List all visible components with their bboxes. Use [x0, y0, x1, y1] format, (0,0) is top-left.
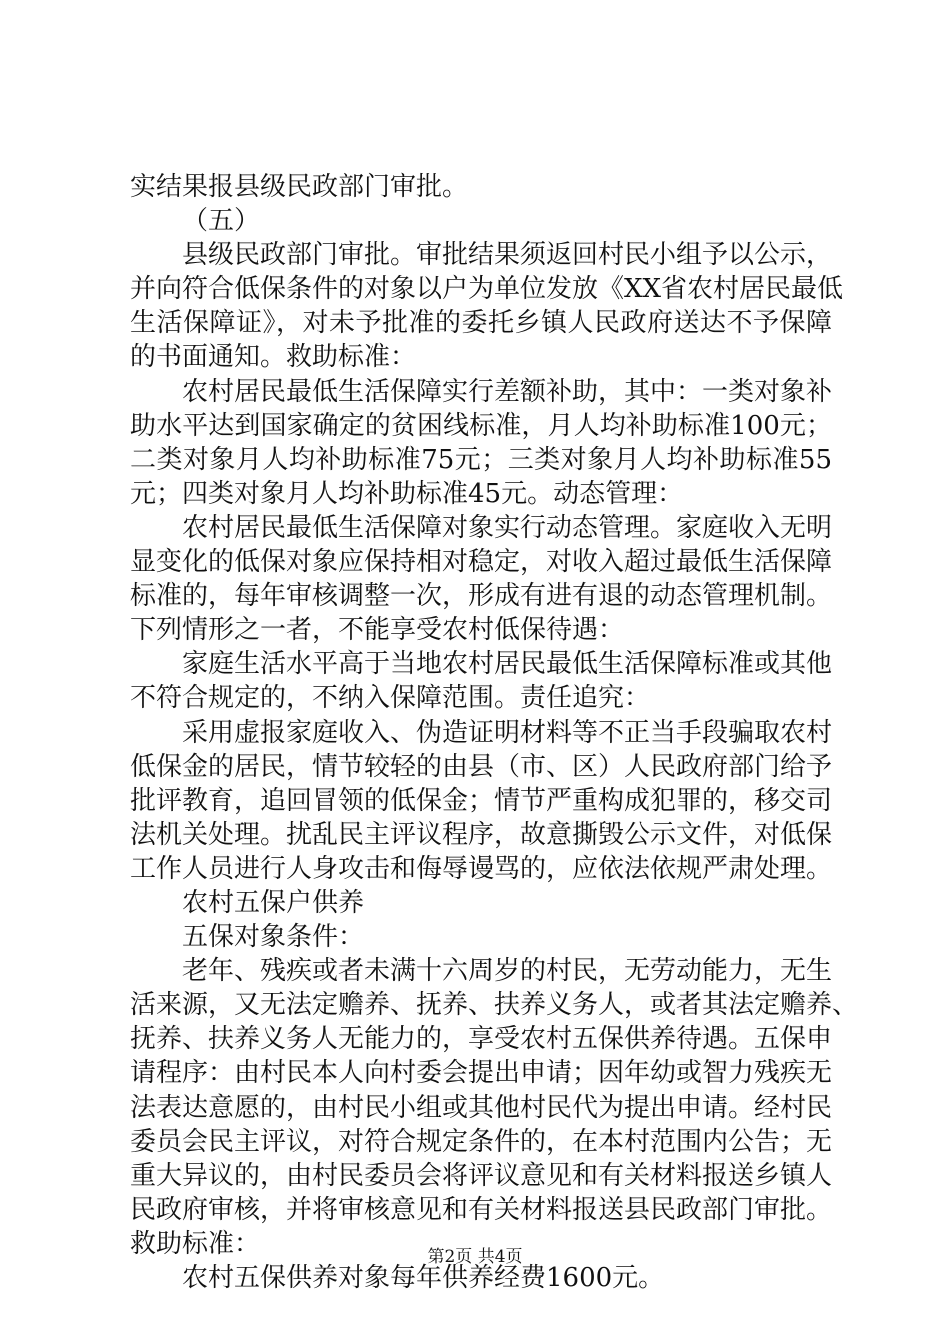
text-line: 法表达意愿的，由村民小组或其他村民代为提出申请。经村民: [130, 1092, 833, 1123]
text-line: 的书面通知。救助标准：: [130, 342, 417, 373]
text-line: 县级民政部门审批。审批结果须返回村民小组予以公示，: [182, 240, 833, 271]
text-line: 救助标准：: [130, 1228, 261, 1259]
document-body: [130, 170, 859, 1295]
text-line: 民政府审核，并将审核意见和有关材料报送县民政部门审批。: [130, 1194, 833, 1225]
text-line: 二类对象月人均补助标准75元；三类对象月人均补助标准55: [130, 444, 832, 475]
text-line: 活来源，又无法定赡养、抚养、扶养义务人，或者其法定赡养、: [130, 990, 859, 1021]
page-footer: [0, 1246, 950, 1268]
text-line: 批评教育，追回冒领的低保金；情节严重构成犯罪的，移交司: [130, 785, 833, 816]
text-line: 五保对象条件：: [182, 922, 365, 953]
text-line: 委员会民主评议，对符合规定条件的，在本村范围内公告；无: [130, 1126, 833, 1157]
text-line: 实结果报县级民政部门审批。: [130, 172, 469, 202]
text-line: 采用虚报家庭收入、伪造证明材料等不正当手段骗取农村: [182, 717, 833, 748]
text-line: 农村五保供养对象每年供养经费1600元。: [182, 1263, 665, 1293]
text-line: 下列情形之一者，不能享受农村低保待遇：: [130, 615, 625, 646]
text-line: 并向符合低保条件的对象以户为单位发放《XX省农村居民最低: [130, 274, 844, 305]
text-line: 农村居民最低生活保障对象实行动态管理。家庭收入无明: [182, 512, 833, 543]
text-line: 元；四类对象月人均补助标准45元。动态管理：: [130, 478, 684, 509]
text-line: 法机关处理。扰乱民主评议程序，故意撕毁公示文件，对低保: [130, 819, 833, 850]
text-line: 标准的，每年审核调整一次，形成有进有退的动态管理机制。: [130, 581, 833, 612]
text-line: 抚养、扶养义务人无能力的，享受农村五保供养待遇。五保申: [130, 1024, 833, 1055]
text-line: （五）: [182, 206, 261, 237]
text-line: 生活保障证》，对未予批准的委托乡镇人民政府送达不予保障: [130, 308, 832, 339]
text-line: 老年、残疾或者未满十六周岁的村民，无劳动能力，无生: [182, 956, 833, 987]
text-line: 农村五保户供养: [182, 887, 365, 918]
text-line: 重大异议的，由村民委员会将评议意见和有关材料报送乡镇人: [130, 1160, 833, 1191]
text-line: 请程序：由村民本人向村委会提出申请；因年幼或智力残疾无: [130, 1058, 833, 1089]
text-line: 工作人员进行人身攻击和侮辱谩骂的，应依法依规严肃处理。: [130, 853, 833, 884]
text-line: 低保金的居民，情节较轻的由县（市、区）人民政府部门给予: [130, 751, 833, 782]
text-line: 助水平达到国家确定的贫困线标准，月人均补助标准100元；: [130, 410, 832, 441]
text-line: 显变化的低保对象应保持相对稳定，对收入超过最低生活保障: [130, 547, 833, 578]
text-line: 农村居民最低生活保障实行差额补助，其中：一类对象补: [182, 376, 833, 407]
page-number-label: 第2页 共4页: [427, 1247, 523, 1267]
text-line: 家庭生活水平高于当地农村居民最低生活保障标准或其他: [182, 649, 833, 680]
text-line: 不符合规定的，不纳入保障范围。责任追究：: [130, 683, 651, 714]
